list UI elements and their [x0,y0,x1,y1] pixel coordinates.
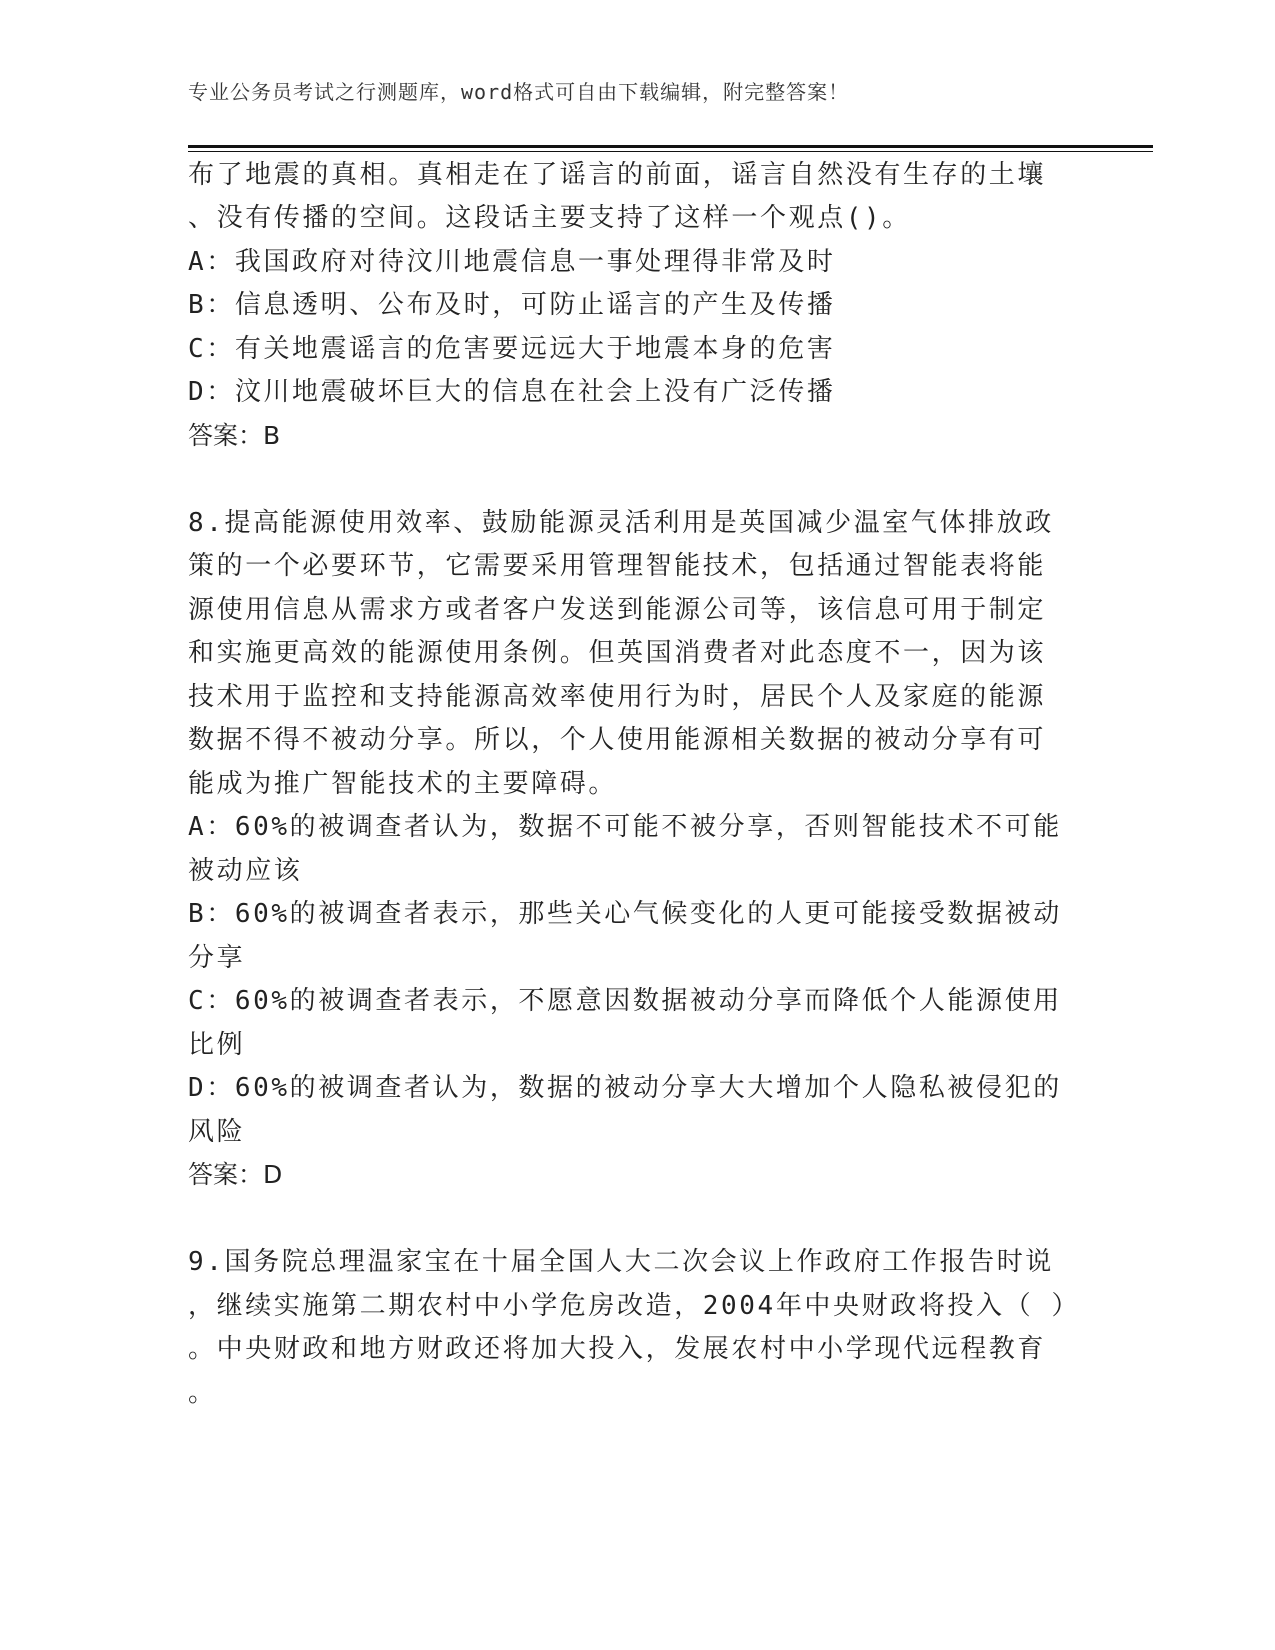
q7-stem-line: 布了地震的真相。真相走在了谣言的前面，谣言自然没有生存的土壤 [188,160,1047,190]
q8-stem-line: 源使用信息从需求方或者客户发送到能源公司等，该信息可用于制定 [188,595,1047,625]
q7-option-c: C：有关地震谣言的危害要远远大于地震本身的危害 [188,334,836,364]
q7-answer: 答案：B [188,421,281,450]
q9-stem-line: 。 [188,1378,217,1408]
q8-stem-line: 能成为推广智能技术的主要障碍。 [188,769,618,799]
header-rule-thin [188,151,1153,152]
header-rule-thick [188,145,1153,148]
q8-stem-line: 数据不得不被动分享。所以，个人使用能源相关数据的被动分享有可 [188,725,1047,755]
q8-option-d: D：60%的被调查者认为，数据的被动分享大大增加个人隐私被侵犯的 [188,1073,1062,1103]
q8-answer: 答案：D [188,1160,283,1189]
q8-option-d-cont: 风险 [188,1117,246,1147]
q8-stem-line: 技术用于监控和支持能源高效率使用行为时，居民个人及家庭的能源 [188,682,1047,712]
q8-option-c: C：60%的被调查者表示，不愿意因数据被动分享而降低个人能源使用 [188,986,1062,1016]
q8-option-a-cont: 被动应该 [188,856,303,886]
q7-option-d: D：汶川地震破坏巨大的信息在社会上没有广泛传播 [188,377,836,407]
q7-option-b: B：信息透明、公布及时，可防止谣言的产生及传播 [188,290,836,320]
q8-stem-line: 8.提高能源使用效率、鼓励能源灵活利用是英国减少温室气体排放政 [188,508,1054,538]
q8-option-b-cont: 分享 [188,943,246,973]
q7-stem-line: 、没有传播的空间。这段话主要支持了这样一个观点()。 [188,203,911,233]
q9-stem-line: ，继续实施第二期农村中小学危房改造，2004年中央财政将投入（ ） [188,1291,1081,1321]
q7-option-a: A：我国政府对待汶川地震信息一事处理得非常及时 [188,247,836,277]
q8-stem-line: 和实施更高效的能源使用条例。但英国消费者对此态度不一，因为该 [188,638,1047,668]
q8-option-c-cont: 比例 [188,1030,246,1060]
q8-option-b: B：60%的被调查者表示，那些关心气候变化的人更可能接受数据被动 [188,899,1062,929]
q8-option-a: A：60%的被调查者认为，数据不可能不被分享，否则智能技术不可能 [188,812,1062,842]
q9-stem-line: 。中央财政和地方财政还将加大投入，发展农村中小学现代远程教育 [188,1334,1047,1364]
q8-stem-line: 策的一个必要环节，它需要采用管理智能技术，包括通过智能表将能 [188,551,1047,581]
page-header: 专业公务员考试之行测题库，word格式可自由下载编辑，附完整答案！ [188,80,850,104]
q9-stem-line: 9.国务院总理温家宝在十届全国人大二次会议上作政府工作报告时说 [188,1247,1054,1277]
